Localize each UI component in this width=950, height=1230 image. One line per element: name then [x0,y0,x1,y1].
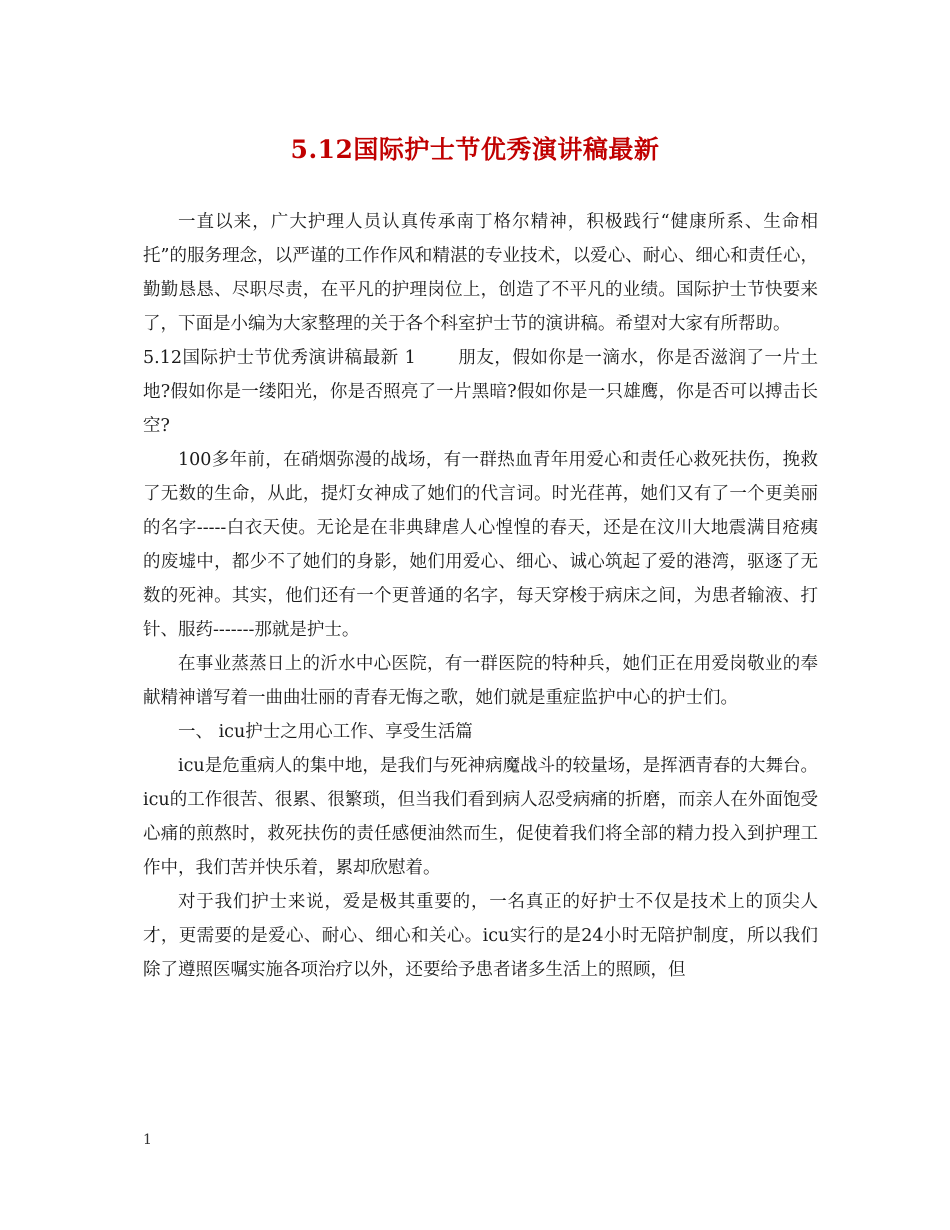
section-heading: 5.12国际护士节优秀演讲稿最新 1 [143,348,416,368]
paragraph-2: 在事业蒸蒸日上的沂水中心医院，有一群医院的特种兵，她们正在用爱岗敬业的奉献精神谱写着一曲曲壮丽的青春无悔之歌，她们就是重症监护中心的护士们。 [143,654,818,708]
intro-paragraph: 一直以来，广大护理人员认真传承南丁格尔精神，积极践行“健康所系、生命相托”的服务理念，以严谨的工作作风和精湛的专业技术，以爱心、耐心、细心和责任心，勤勤恳恳、尽职尽责，在平凡的护理岗位上，创造了不平凡的业绩。国际护士节快要来了，下面是小编为大家整理的关于各个科室护士节的演讲稿。希望对大家有所帮助。 [143,212,818,334]
paragraph-1: 100多年前，在硝烟弥漫的战场，有一群热血青年用爱心和责任心救死扶伤，挽救了无数的生命，从此，提灯女神成了她们的代言词。时光荏苒，她们又有了一个更美丽的名字-----白衣天使。无论是在非典肆虐人心惶惶的春天，还是在汶川大地震满目疮痍的废墟中，都少不了她们的身影，她们用爱心、细心、诚心筑起了爱的港湾，驱逐了无数的死神。其实，他们还有一个更普通的名字，每天穿梭于病床之间，为患者输液、打针、服药-------那就是护士。 [143,450,818,640]
section-text: 朋友，假如你是一滴水，你是否滋润了一片土地?假如你是一缕阳光，你是否照亮了一片黑暗?假如你是一只雄鹰，你是否可以搏击长空? [143,348,818,436]
document-body [143,205,818,987]
paragraph-3: icu是危重病人的集中地，是我们与死神病魔战斗的较量场，是挥洒青春的大舞台。icu的工作很苦、很累、很繁琐，但当我们看到病人忍受病痛的折磨，而亲人在外面饱受心痛的煎熬时，救死扶伤的责任感便油然而生，促使着我们将全部的精力投入到护理工作中，我们苦并快乐着，累却欣慰着。 [143,756,818,878]
paragraph-4: 对于我们护士来说，爱是极其重要的，一名真正的好护士不仅是技术上的顶尖人才，更需要的是爱心、耐心、细心和关心。icu实行的是24小时无陪护制度，所以我们除了遵照医嘱实施各项治疗以外，还要给予患者诸多生活上的照顾，但 [143,892,818,980]
page-number: 1 [143,1132,152,1148]
document-title: 5.12国际护士节优秀演讲稿最新 [290,135,660,164]
section-heading-line [143,341,818,443]
subheading: 一、 icu护士之用心工作、享受生活篇 [178,722,473,742]
